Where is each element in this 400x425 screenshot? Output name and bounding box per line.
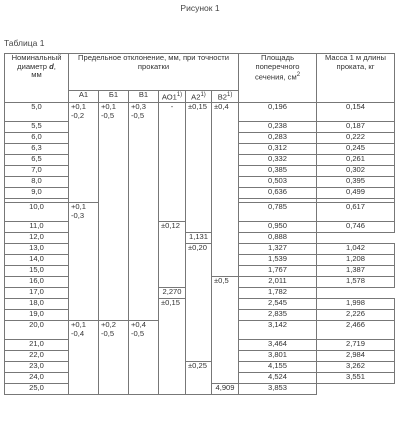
mass-cell: 1,208: [317, 255, 395, 266]
area-cell: 0,196: [239, 103, 317, 122]
mass-cell: 1,782: [239, 288, 317, 299]
header-class-a2: А2$^{1)}$: [186, 91, 212, 103]
mass-cell: 0,302: [317, 166, 395, 177]
header-class-a1: А1: [69, 91, 99, 103]
area-cell: 0,503: [239, 177, 317, 188]
diameter-cell: 16,0: [5, 277, 69, 288]
header-deviation: Предельное отклонение, мм, при точности прокатки: [69, 54, 239, 91]
area-cell: 2,835: [239, 310, 317, 321]
header-class-ao1: АО1$^{1)}$: [159, 91, 186, 103]
diameter-cell: 7,0: [5, 166, 69, 177]
mass-cell: 3,853: [239, 384, 317, 395]
diameter-cell: 14,0: [5, 255, 69, 266]
tol-a1: +0,1 -0,3: [69, 203, 99, 321]
tol-b1: +0,1 -0,5: [99, 103, 129, 321]
header-mass: Масса 1 м длины проката, кг: [317, 54, 395, 103]
area-cell: 0,332: [239, 155, 317, 166]
tol-a2: ±0,20: [186, 244, 212, 362]
diameter-cell: 21,0: [5, 340, 69, 351]
area-cell: 0,238: [239, 122, 317, 133]
header-area: Площадь поперечного сечения, $см^2$: [239, 54, 317, 103]
mass-cell: 1,042: [317, 244, 395, 255]
area-cell: 1,539: [239, 255, 317, 266]
tol-ao1: ±0,12: [159, 222, 186, 288]
diameter-cell: 11,0: [5, 222, 69, 233]
mass-cell: 0,888: [239, 233, 317, 244]
mass-cell: 3,262: [317, 362, 395, 373]
table-row: [5, 244, 395, 255]
mass-cell: 0,222: [317, 133, 395, 144]
mass-cell: 0,187: [317, 122, 395, 133]
tol-v2: ±0,5: [212, 277, 239, 384]
area-cell: 0,785: [239, 203, 317, 222]
table-row: [5, 362, 395, 373]
area-cell: 0,283: [239, 133, 317, 144]
tol-a1: +0,1 -0,2: [69, 103, 99, 203]
area-cell: 3,142: [239, 321, 317, 340]
tol-a2: ±0,15: [186, 103, 212, 233]
area-cell: 2,011: [239, 277, 317, 288]
mass-cell: 1,578: [317, 277, 395, 288]
diameter-cell: 20,0: [5, 321, 69, 340]
area-cell: 2,270: [159, 288, 186, 299]
diameter-cell: 17,0: [5, 288, 69, 299]
rolled-steel-table: [4, 53, 395, 395]
tol-ao1: -: [159, 103, 186, 222]
diameter-cell: 6,0: [5, 133, 69, 144]
diameter-cell: 22,0: [5, 351, 69, 362]
diameter-cell: 8,0: [5, 177, 69, 188]
diameter-cell: 6,3: [5, 144, 69, 155]
area-cell: 2,545: [239, 299, 317, 310]
area-cell: 4,909: [212, 384, 239, 395]
mass-cell: 1,998: [317, 299, 395, 310]
tol-b1: +0,2 -0,5: [99, 321, 129, 395]
diameter-cell: 5,0: [5, 103, 69, 122]
area-cell: 4,524: [239, 373, 317, 384]
header-diameter: Номинальный диаметр d, мм: [5, 54, 69, 103]
mass-cell: 3,551: [317, 373, 395, 384]
area-cell: 0,312: [239, 144, 317, 155]
mass-cell: 0,617: [317, 203, 395, 222]
tol-a2: ±0,25: [186, 362, 212, 395]
table-caption: Таблица 1: [4, 38, 45, 48]
mass-cell: 0,261: [317, 155, 395, 166]
tol-v1: +0,3 -0,5: [129, 103, 159, 321]
area-cell: 1,767: [239, 266, 317, 277]
area-cell: 0,636: [239, 188, 317, 199]
tol-v1: +0,4 -0,5: [129, 321, 159, 395]
table-row: [5, 233, 395, 244]
mass-cell: 2,466: [317, 321, 395, 340]
tol-ao1: ±0,15: [159, 299, 186, 395]
diameter-cell: 13,0: [5, 244, 69, 255]
diameter-cell: 25,0: [5, 384, 69, 395]
diameter-cell: 12,0: [5, 233, 69, 244]
figure-caption: Рисунок 1: [180, 3, 220, 13]
diameter-cell: 6,5: [5, 155, 69, 166]
mass-cell: 2,719: [317, 340, 395, 351]
mass-cell: 0,245: [317, 144, 395, 155]
diameter-cell: 23,0: [5, 362, 69, 373]
diameter-cell: 19,0: [5, 310, 69, 321]
area-cell: 1,327: [239, 244, 317, 255]
area-cell: 0,385: [239, 166, 317, 177]
area-cell: 3,801: [239, 351, 317, 362]
diameter-cell: 10,0: [5, 203, 69, 222]
area-cell: 3,464: [239, 340, 317, 351]
header-class-b1: Б1: [99, 91, 129, 103]
mass-cell: 1,387: [317, 266, 395, 277]
mass-cell: 0,499: [317, 188, 395, 199]
tol-a1: +0,1 -0,4: [69, 321, 99, 395]
diameter-cell: 5,5: [5, 122, 69, 133]
area-cell: 0,950: [239, 222, 317, 233]
header-class-v2: В2$^{1)}$: [212, 91, 239, 103]
table-row: [5, 103, 395, 122]
diameter-cell: 24,0: [5, 373, 69, 384]
mass-cell: 2,226: [317, 310, 395, 321]
mass-cell: 2,984: [317, 351, 395, 362]
area-cell: 1,131: [186, 233, 212, 244]
tol-v2: ±0,4: [212, 103, 239, 277]
diameter-cell: 9,0: [5, 188, 69, 199]
area-cell: 4,155: [239, 362, 317, 373]
mass-cell: 0,395: [317, 177, 395, 188]
mass-cell: 0,154: [317, 103, 395, 122]
mass-cell: 0,746: [317, 222, 395, 233]
diameter-cell: 15,0: [5, 266, 69, 277]
header-class-v1: В1: [129, 91, 159, 103]
diameter-cell: 18,0: [5, 299, 69, 310]
